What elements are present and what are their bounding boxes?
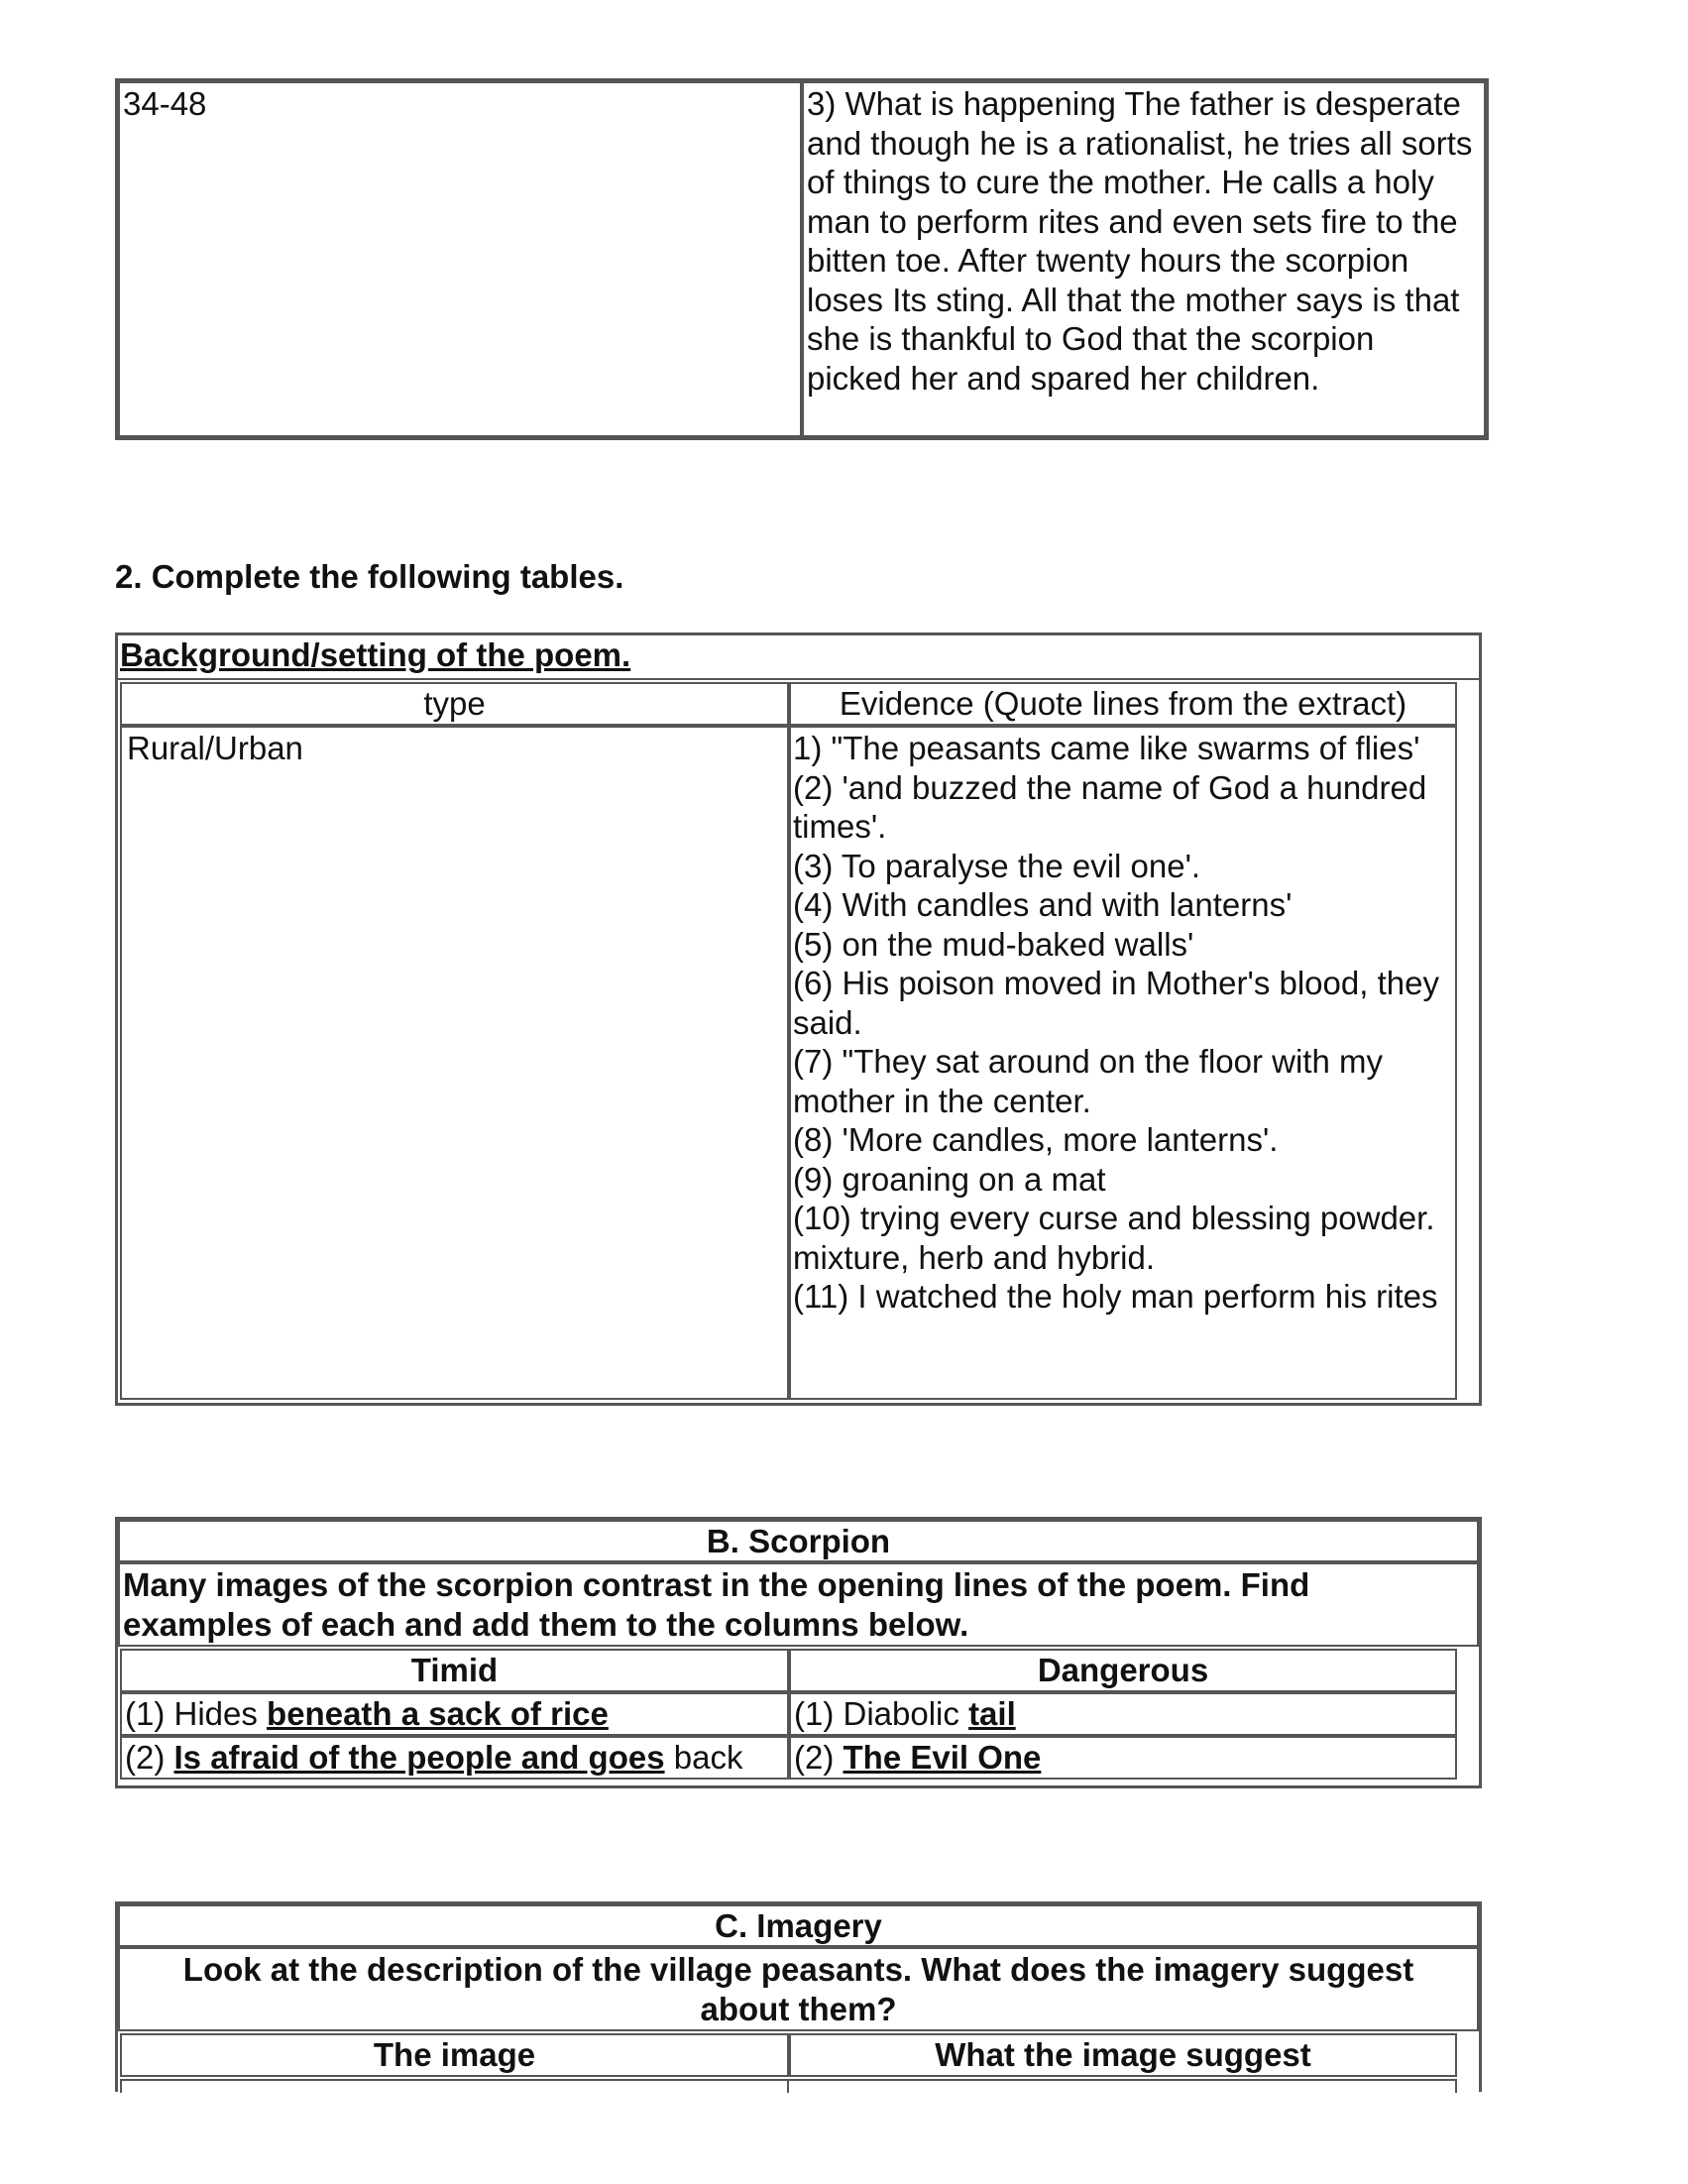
type-cell [120, 726, 789, 1400]
timid-1-answer: beneath a sack of rice [267, 1695, 609, 1732]
evidence-line: (7) "They sat around on the floor with my mother in the center. [793, 1043, 1383, 1119]
dangerous-1-prefix: (1) Diabolic [794, 1695, 969, 1732]
imagery-instruction-cell [118, 1947, 1479, 2031]
dangerous-1-answer: tail [968, 1695, 1016, 1732]
imagery-instruction: Look at the description of the village peasants. What does the imagery suggest about them? [182, 1951, 1414, 2027]
suggest-header-label: What the image suggest [935, 2036, 1311, 2073]
background-table-title: Background/setting of the poem. [120, 636, 631, 673]
image-header [120, 2033, 789, 2077]
type-header-label: type [423, 685, 486, 722]
imagery-body-cell-right [789, 2079, 1457, 2093]
dangerous-row-2 [789, 1736, 1457, 1780]
imagery-title-cell [118, 1904, 1479, 1947]
imagery-body-cell-left [120, 2079, 789, 2093]
section-heading: 2. Complete the following tables. [115, 558, 624, 595]
timid-row-1 [120, 1692, 789, 1736]
evidence-line: 1) "The peasants came like swarms of flies' [793, 730, 1420, 766]
dangerous-2-answer: The Evil One [843, 1739, 1042, 1776]
scorpion-title: B. Scorpion [706, 1523, 891, 1559]
dangerous-row-1 [789, 1692, 1457, 1736]
evidence-line: (10) trying every curse and blessing powder. mixture, herb and hybrid. [793, 1200, 1435, 1276]
evidence-line: (8) 'More candles, more lanterns'. [793, 1121, 1279, 1158]
scorpion-title-cell [118, 1520, 1479, 1562]
scorpion-instruction: Many images of the scorpion contrast in the opening lines of the poem. Find examples of each and add them to the columns below. [123, 1566, 1310, 1643]
imagery-title: C. Imagery [715, 1907, 882, 1944]
image-header-label: The image [373, 2036, 536, 2073]
dangerous-2-prefix: (2) [794, 1739, 844, 1776]
timid-2-suffix: back [664, 1739, 743, 1776]
type-header [120, 682, 789, 726]
evidence-line: (4) With candles and with lanterns' [793, 886, 1293, 923]
summary-cell [802, 81, 1486, 437]
suggest-header [789, 2033, 1457, 2077]
type-value: Rural/Urban [127, 730, 303, 766]
lines-value: 34-48 [123, 85, 207, 122]
summary-text: 3) What is happening The father is desperate and though he is a rationalist, he tries all sorts of things to cure the mother. He calls a holy man to perform rites and even sets fire to the bitten toe. After twenty hours the scorpion loses Its sting. All that the mother says is that she is thankful to God that the scorpion picked her and spared her children. [807, 85, 1473, 397]
dangerous-header [789, 1649, 1457, 1692]
evidence-line: (6) His poison moved in Mother's blood, they said. [793, 965, 1439, 1041]
evidence-cell [789, 726, 1457, 1400]
dangerous-header-label: Dangerous [1037, 1652, 1209, 1688]
timid-2-answer: Is afraid of the people and goes [173, 1739, 665, 1776]
timid-1-prefix: (1) Hides [125, 1695, 268, 1732]
evidence-line: (2) 'and buzzed the name of God a hundred times'. [793, 768, 1427, 845]
title-divider [118, 678, 1479, 680]
evidence-line: (5) on the mud-baked walls' [793, 925, 1194, 963]
evidence-header [789, 682, 1457, 726]
evidence-line: (11) I watched the holy man perform his rites [793, 1278, 1438, 1315]
evidence-line: (3) To paralyse the evil one'. [793, 847, 1201, 884]
scorpion-instruction-cell [118, 1562, 1479, 1647]
lines-cell [118, 81, 802, 437]
timid-header-label: Timid [410, 1652, 499, 1688]
evidence-header-label: Evidence (Quote lines from the extract) [839, 685, 1407, 722]
timid-row-2 [120, 1736, 789, 1780]
timid-2-prefix: (2) [125, 1739, 174, 1776]
timid-header [120, 1649, 789, 1692]
evidence-line: (9) groaning on a mat [793, 1160, 1106, 1198]
